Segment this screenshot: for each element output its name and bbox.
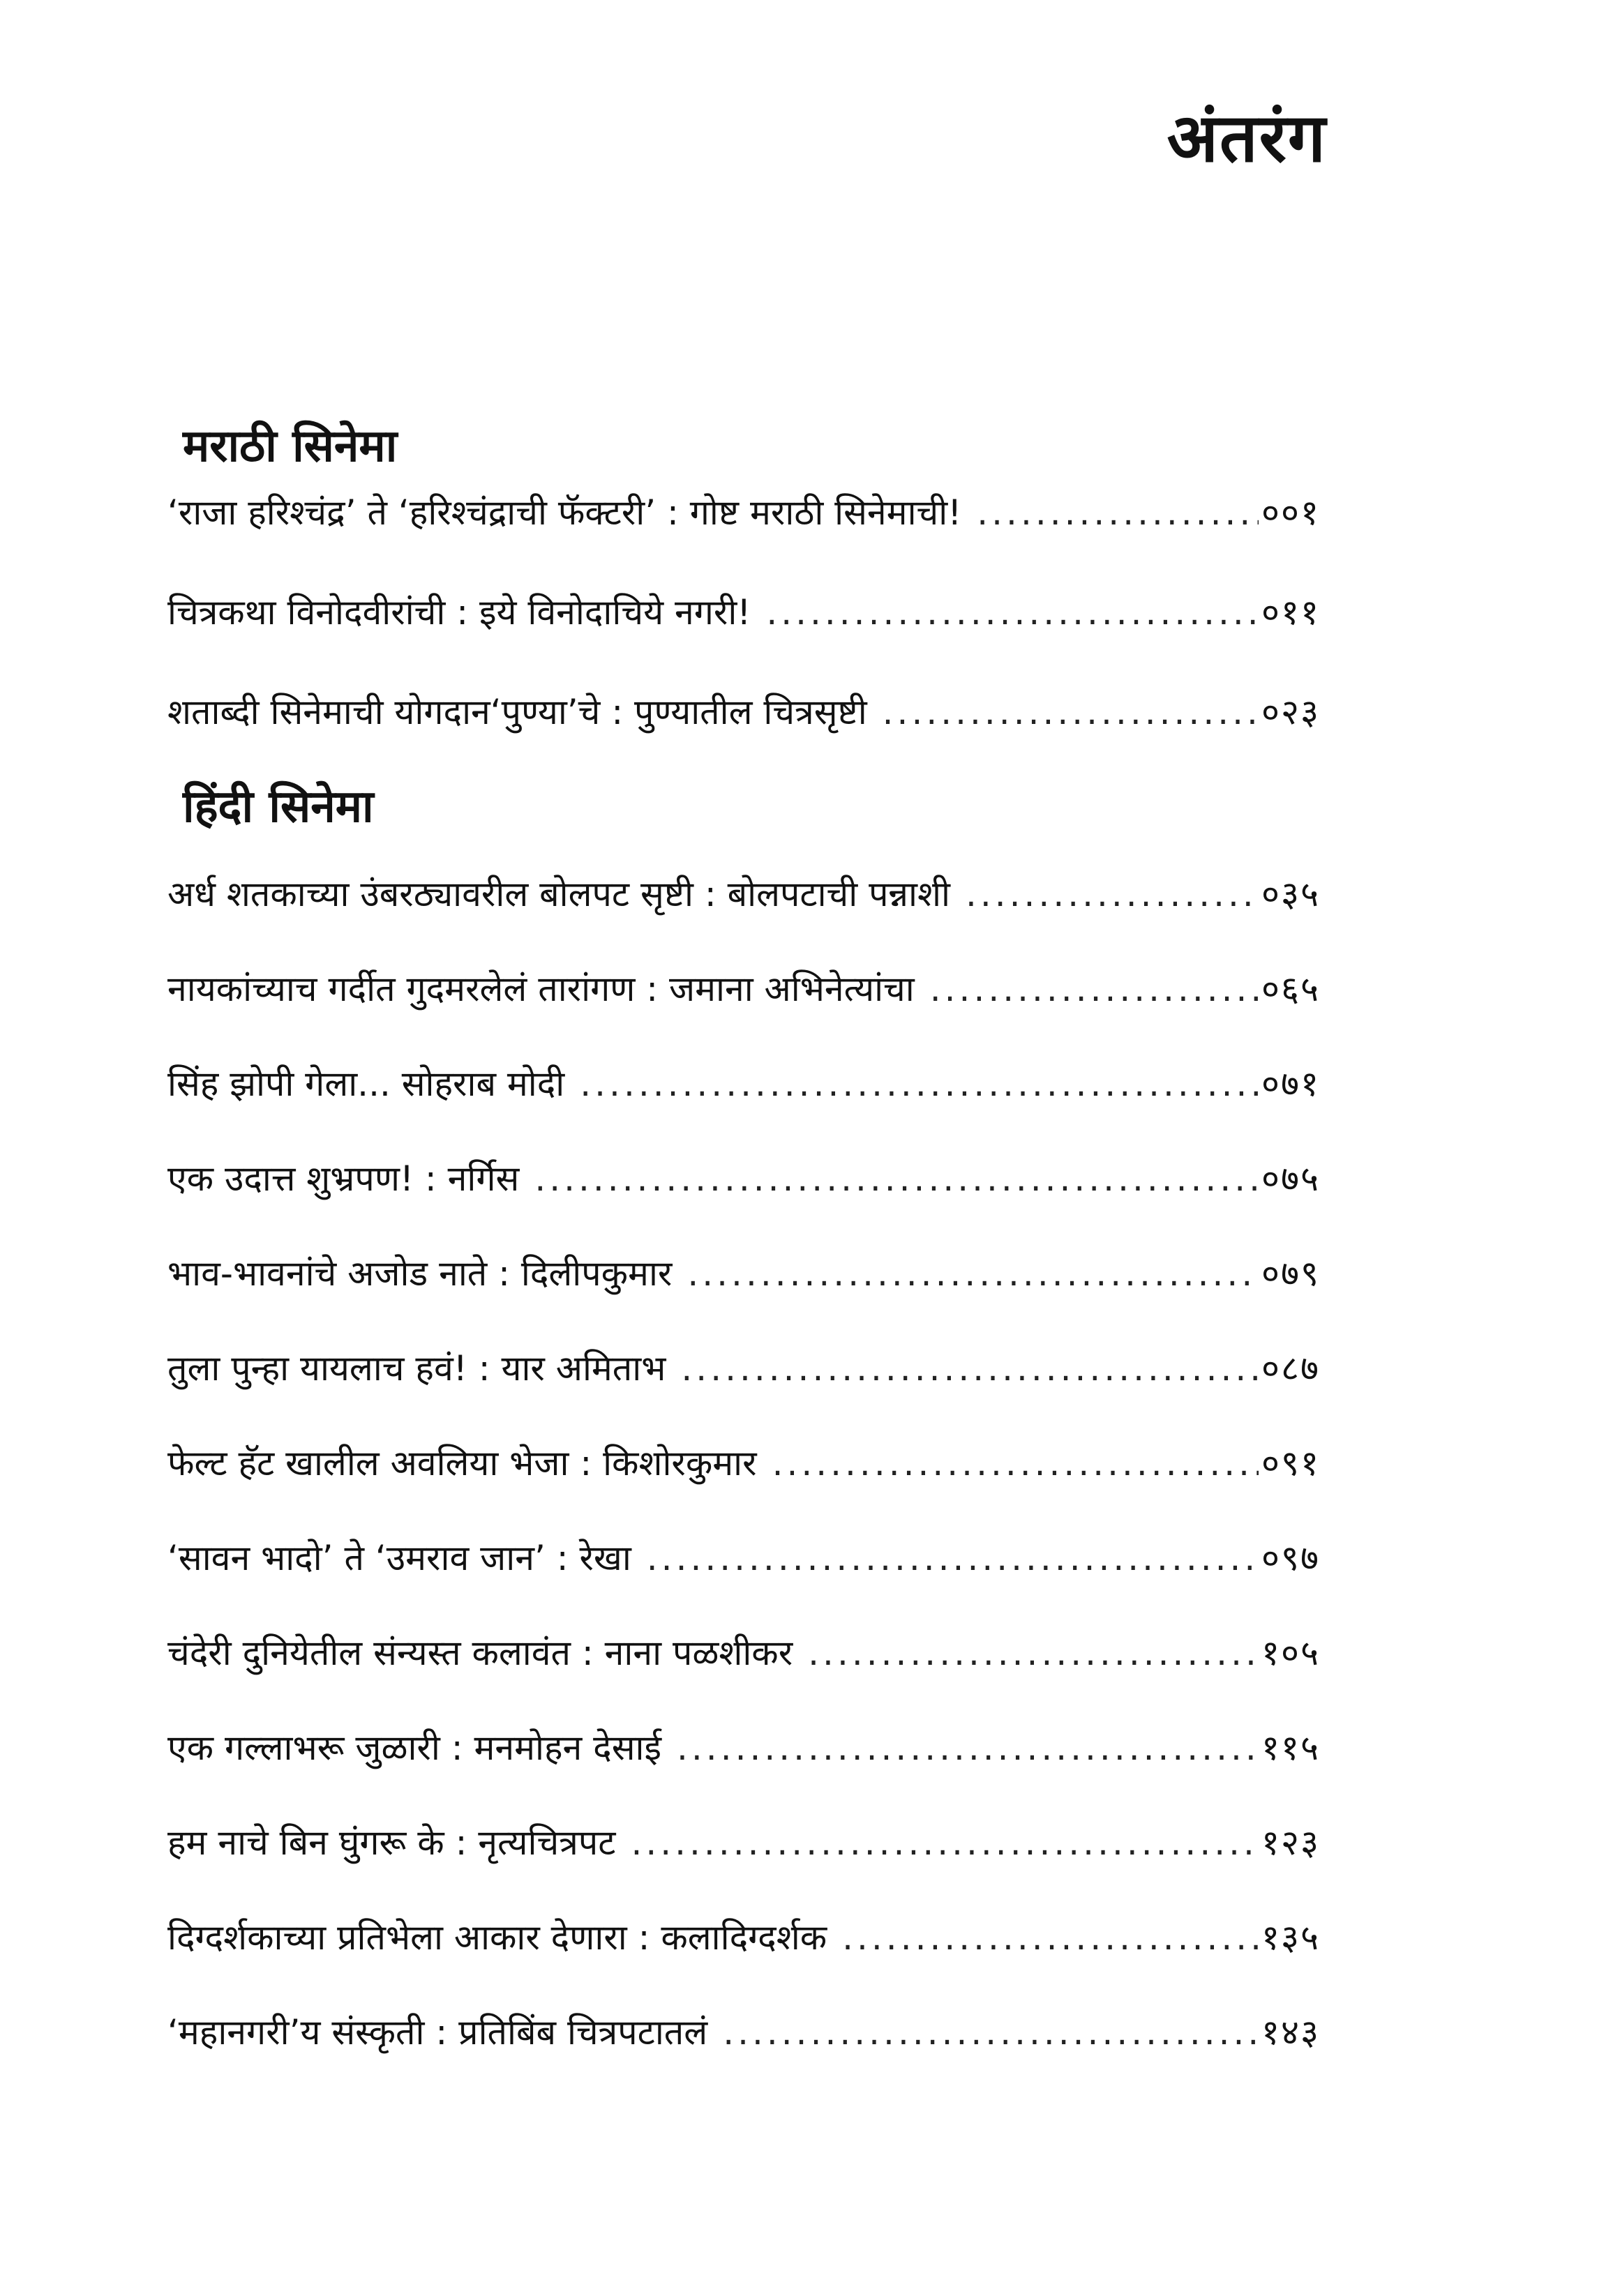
toc-entry-page: १०५	[1261, 1633, 1320, 1673]
toc-entry[interactable]	[167, 592, 1320, 633]
dot-leader	[766, 595, 1259, 630]
toc-entry-page: ०३५	[1261, 874, 1320, 914]
toc-entry-page: ०९७	[1261, 1538, 1320, 1578]
toc-entry-title: एक उदात्त शुभ्रपण! : नर्गिस	[167, 1158, 520, 1199]
toc-entry-title: ‘सावन भादो’ ते ‘उमराव जान’ : रेखा	[167, 1538, 631, 1578]
toc-entry-title: सिंह झोपी गेला... सोहराब मोदी	[167, 1064, 565, 1104]
toc-entry[interactable]	[167, 1728, 1320, 1768]
toc-entry-title: ‘राजा हरिश्चंद्र’ ते ‘हरिश्चंद्राची फॅक्टरी’ : गोष्ट मराठी सिनेमाची!	[167, 492, 962, 533]
dot-leader	[677, 1730, 1259, 1765]
toc-entry[interactable]	[167, 1633, 1320, 1673]
toc-entry-page: ०६५	[1261, 969, 1320, 1009]
toc-entry-page: १४३	[1261, 2012, 1320, 2053]
toc-entry-page: ००१	[1261, 492, 1320, 533]
section-heading-marathi: मराठी सिनेमा	[183, 421, 398, 472]
dot-leader	[580, 1066, 1259, 1101]
toc-entry-title: हम नाचे बिन घुंगरू के : नृत्यचित्रपट	[167, 1822, 616, 1863]
toc-entry-page: ०२३	[1261, 692, 1320, 732]
toc-entry[interactable]	[167, 874, 1320, 914]
dot-leader	[930, 972, 1259, 1006]
page-title: अंतरंग	[1166, 99, 1327, 177]
dot-leader	[808, 1636, 1259, 1670]
dot-leader	[681, 1351, 1259, 1386]
toc-entry-page: ११५	[1261, 1728, 1320, 1768]
toc-entry-title: फेल्ट हॅट खालील अवलिया भेजा : किशोरकुमार	[167, 1443, 757, 1483]
toc-entry-title: एक गल्लाभरू जुळारी : मनमोहन देसाई	[167, 1728, 662, 1768]
toc-entry-page: १२३	[1261, 1822, 1320, 1863]
dot-leader	[631, 1825, 1259, 1860]
toc-entry[interactable]	[167, 1064, 1320, 1104]
toc-entry[interactable]	[167, 1538, 1320, 1578]
toc-entry[interactable]	[167, 1348, 1320, 1389]
dot-leader	[647, 1541, 1259, 1576]
toc-entry[interactable]	[167, 1158, 1320, 1199]
dot-leader	[534, 1161, 1259, 1196]
toc-entry[interactable]	[167, 1822, 1320, 1863]
dot-leader	[723, 2015, 1259, 2050]
toc-entry-title: दिग्दर्शकाच्या प्रतिभेला आकार देणारा : कलादिग्दर्शक	[167, 1917, 827, 1958]
toc-entry-title: चित्रकथा विनोदवीरांची : इये विनोदाचिये नगरी!	[167, 592, 751, 633]
toc-entry[interactable]	[167, 1917, 1320, 1958]
toc-entry-title: ‘महानगरी’य संस्कृती : प्रतिबिंब चित्रपटातलं	[167, 2012, 708, 2053]
toc-entry[interactable]	[167, 692, 1320, 732]
toc-entry-page: ०७५	[1261, 1158, 1320, 1199]
toc-entry[interactable]	[167, 492, 1320, 533]
dot-leader	[842, 1920, 1259, 1955]
toc-entry-page: ०९१	[1261, 1443, 1320, 1483]
section-heading-hindi: हिंदी सिनेमा	[183, 781, 374, 833]
toc-entry-page: ०११	[1261, 592, 1320, 633]
dot-leader	[687, 1256, 1259, 1291]
toc-entry[interactable]	[167, 1443, 1320, 1483]
dot-leader	[772, 1446, 1259, 1481]
toc-entry-page: ०८७	[1261, 1348, 1320, 1389]
toc-entry-page: ०७९	[1261, 1253, 1320, 1294]
toc-entry-title: शताब्दी सिनेमाची योगदान‘पुण्या’चे : पुण्यातील चित्रसृष्टी	[167, 692, 867, 732]
toc-entry-page: १३५	[1261, 1917, 1320, 1958]
toc-entry-title: चंदेरी दुनियेतील संन्यस्त कलावंत : नाना पळशीकर	[167, 1633, 793, 1673]
toc-entry[interactable]	[167, 969, 1320, 1009]
toc-entry-page: ०७१	[1261, 1064, 1320, 1104]
toc-entry-title: नायकांच्याच गर्दीत गुदमरलेलं तारांगण : जमाना अभिनेत्यांचा	[167, 969, 915, 1009]
dot-leader	[977, 495, 1259, 530]
dot-leader	[966, 877, 1259, 912]
dot-leader	[883, 695, 1259, 730]
toc-entry-title: तुला पुन्हा यायलाच हवं! : यार अमिताभ	[167, 1348, 666, 1389]
toc-entry-title: भाव-भावनांचे अजोड नाते : दिलीपकुमार	[167, 1253, 673, 1294]
toc-entry[interactable]	[167, 1253, 1320, 1294]
toc-entry[interactable]	[167, 2012, 1320, 2053]
toc-entry-title: अर्ध शतकाच्या उंबरठ्यावरील बोलपट सृष्टी : बोलपटाची पन्नाशी	[167, 874, 950, 914]
